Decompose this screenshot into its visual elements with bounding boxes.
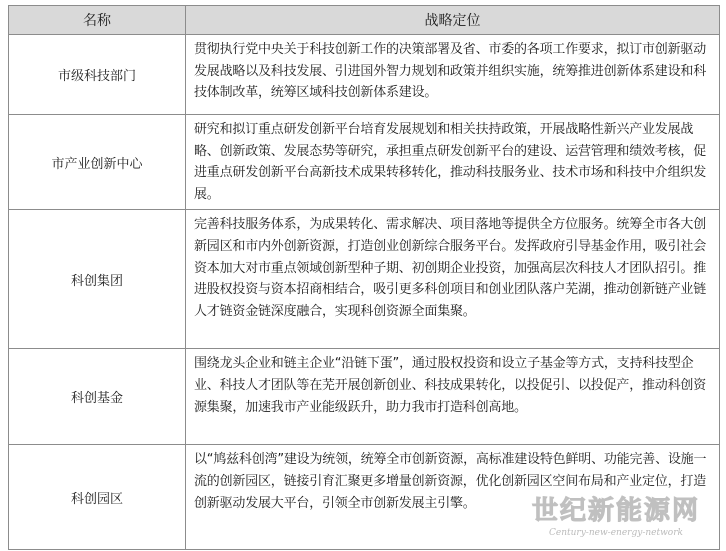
row-description: 贯彻执行党中央关于科技创新工作的决策部署及省、市委的各项工作要求，拟订市创新驱动发展战略以及科技发展、引进国外智力规划和政策并组织实施，统筹推进创新体系建设和科技体制改革，统筹区域科技创新体系建设。 [186, 35, 720, 115]
row-name: 科创基金 [9, 349, 186, 445]
row-description: 研究和拟订重点研发创新平台培育发展规划和相关扶持政策，开展战略性新兴产业发展战略、创新政策、发展态势等研究，承担重点研发创新平台的建设、运营管理和绩效考核，促进重点研发创新平台高新技术成果转移转化，推动科技服务业、技术市场和科技中介组织发展。 [186, 115, 720, 210]
header-strategy: 战略定位 [186, 6, 720, 35]
table-header-row [9, 6, 720, 35]
strategy-table-container [8, 5, 719, 550]
row-description: 完善科技服务体系，为成果转化、需求解决、项目落地等提供全方位服务。统筹全市各大创新园区和市内外创新资源，打造创业创新综合服务平台。发挥政府引导基金作用，吸引社会资本加大对市重点领域创新型种子期、初创期企业投资，加强高层次科技人才团队招引。推进股权投资与资本招商相结合，吸引更多科创项目和创业团队落户芜湖，推动创新链产业链人才链资金链深度融合，实现科创资源全面集聚。 [186, 210, 720, 349]
watermark-title: 世纪新能源网 [531, 496, 700, 526]
row-name: 市产业创新中心 [9, 115, 186, 210]
row-name: 科创集团 [9, 210, 186, 349]
table-row [9, 445, 720, 550]
table-row [9, 210, 720, 349]
row-description: 围绕龙头企业和链主企业“沿链下蛋”，通过股权投资和设立子基金等方式，支持科技型企业、科技人才团队等在芜开展创新创业、科技成果转化，以投促引、以投促产，推动科创资源集聚，加速我市产业能级跃升，助力我市打造科创高地。 [186, 349, 720, 445]
watermark-subtitle: Century-new-energy-network [549, 528, 683, 538]
table-row [9, 349, 720, 445]
table-row [9, 35, 720, 115]
row-name: 科创园区 [9, 445, 186, 550]
row-description: 以“鸠兹科创湾”建设为统领，统筹全市创新资源，高标准建设特色鲜明、功能完善、设施一流的创新园区，链接引育汇聚更多增量创新资源，优化创新园区空间布局和产业定位，打造创新驱动发展大平台，引领全市创新发展主引擎。 [186, 445, 720, 550]
header-name: 名称 [9, 6, 186, 35]
table-row [9, 115, 720, 210]
row-name: 市级科技部门 [9, 35, 186, 115]
strategy-positioning-table [8, 5, 720, 550]
